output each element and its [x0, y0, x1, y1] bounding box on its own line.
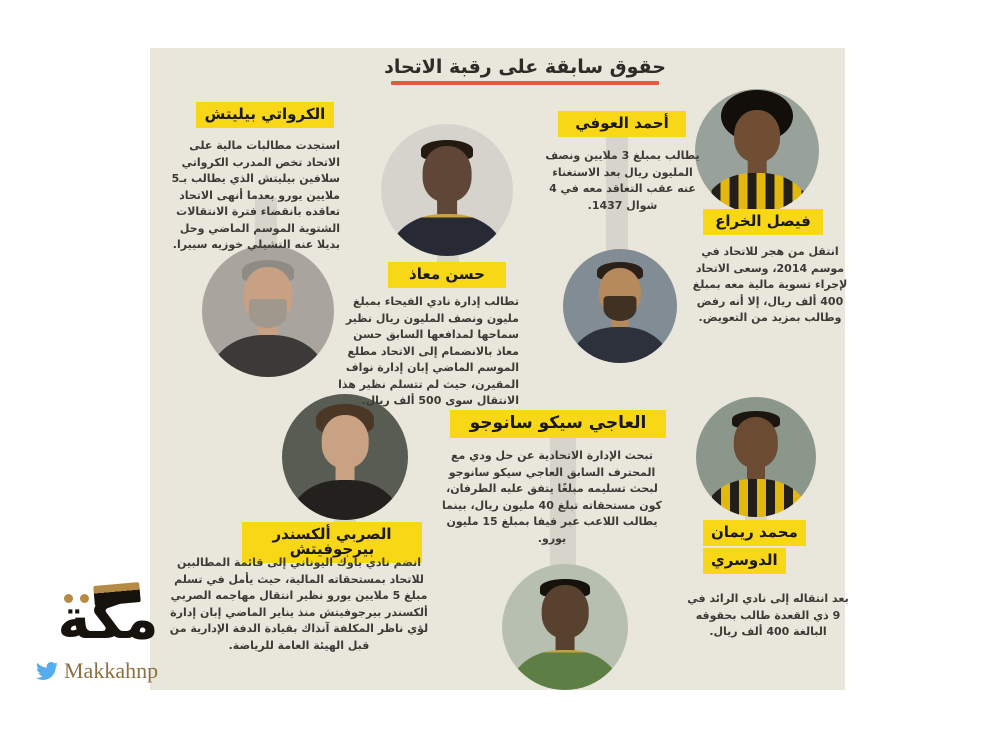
avatar-head	[734, 417, 778, 467]
twitter-handle: Makkahnp	[64, 658, 159, 683]
page-title: حقوق سابقة على رقبة الاتحاد	[384, 56, 666, 78]
player-name-banner-faisal: فيصل الخراع	[703, 209, 823, 235]
player-photo-muadh	[381, 124, 513, 256]
entry-text-muadh: تطالب إدارة نادي الفيحاء بمبلغ مليون ونصف المليون ريال نظير سماحها لمدافعها السابق حسن معاذ بالانضمام إلى الاتحاد مطلع الموسم الماضي إبان إدارة نواف المقيرن، حيث لم تتسلم نظير هذا الانتقال سوى 500 ألف ريال.	[338, 295, 519, 407]
player-name-banner-dosari-line1: محمد ريمان	[703, 520, 806, 546]
player-name-banner-prijovic: الصربي ألكسندر بيرجوفيتش	[242, 522, 422, 563]
player-photo-dosari	[696, 397, 816, 517]
player-name-banner-sanogo: العاجي سيكو سانوجو	[450, 410, 666, 438]
player-photo-sanogo	[502, 564, 628, 690]
entry-text-awfi: يطالب بمبلغ 3 ملايين ونصف المليون ريال بعد الاستغناء عنه عقب التعاقد معه في 4 شوال 1437.	[545, 149, 700, 212]
logo-social-row	[36, 658, 186, 684]
title-block	[375, 56, 675, 85]
player-photo-faisal	[695, 89, 819, 213]
player-photo-prijovic	[282, 394, 408, 520]
avatar-head	[423, 146, 472, 201]
twitter-icon	[36, 660, 58, 682]
infographic-panel	[150, 48, 849, 690]
player-name-banner-awfi: أحمد العوفي	[558, 111, 686, 137]
makkah-logo	[28, 584, 188, 690]
avatar-beard	[249, 299, 287, 328]
player-photo-bilic	[202, 245, 334, 377]
avatar-head	[734, 110, 780, 162]
avatar-head	[542, 585, 589, 638]
title-underline	[391, 81, 659, 85]
avatar-beard	[603, 296, 636, 321]
entry-text-prijovic: انضم نادي باوك اليوناني إلى قائمة المطالبين للاتحاد بمستحقاته المالية، حيث يأمل في تسلم مبلغ 5 ملايين يورو نظير انتقال مهاجمه الصربي ألكسندر بيرجوفيتش منذ يناير الماضي إبان إدارة لؤي ناظر المكلفة آنذاك بقيادة الدفة الإدارية من قبل الهيئة العامة للرياضة.	[169, 556, 429, 652]
player-name-banner-dosari-line2: الدوسري	[703, 548, 786, 574]
player-name-banner-bilic: الكرواتي بيليتش	[196, 102, 334, 128]
player-photo-awfi	[563, 249, 677, 363]
entry-text-faisal: انتقل من هجر للاتحاد في موسم 2014، وسعى الاتحاد لإجراء تسوية مالية معه بمبلغ 400 ألف ريال، إلا أنه رفض وطالب بمزيد من التعويض.	[692, 245, 848, 324]
entry-text-sanogo: تبحث الإدارة الاتحادية عن حل ودي مع المحترف السابق العاجي سيكو سانوجو لبحث تسليمه مبلغًا يتفق عليه الطرفان، كون مستحقاته تبلغ 40 مليون ريال، بينما يطالب اللاعب عبر فيفا بمبلغ 15 مليون يورو.	[442, 449, 662, 545]
avatar-head	[322, 415, 369, 468]
entry-text-bilic: استجدت مطالبات مالية على الاتحاد تخص المدرب الكرواتي سلافين بيليتش الذي يطالب بـ5 ملايين يورو بعدما أنهى الاتحاد تعاقده بانقضاء فترة الانتقالات الشتوية الموسم الماضي وحل بديلا عنه التشيلي خوزيه سييرا.	[171, 139, 340, 251]
makkah-logo-arabic: مكة	[57, 587, 159, 652]
player-name-banner-muadh: حسن معاذ	[388, 262, 506, 288]
entry-text-dosari: بعد انتقاله إلى نادي الرائد في 9 ذي القعدة طالب بحقوقه البالغة 400 ألف ريال.	[687, 592, 849, 638]
